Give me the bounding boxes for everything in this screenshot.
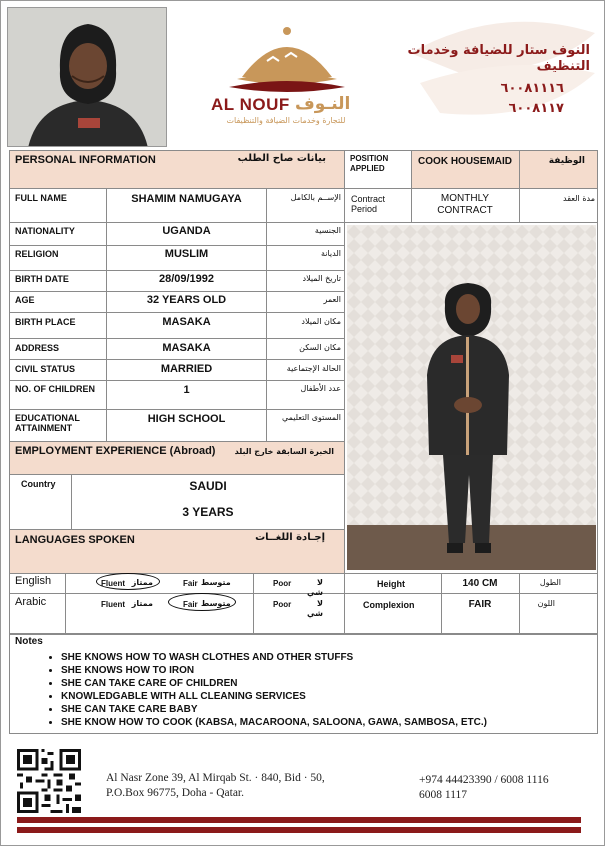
label-address: ADDRESS: [15, 343, 60, 353]
value-address: MASAKA: [162, 342, 211, 354]
label-birth-place-ar: مكان الميلاد: [301, 317, 341, 326]
complexion-label-ar: اللون: [537, 599, 555, 608]
footer-phone-line-2: 6008 1117: [419, 789, 468, 801]
height-value: 140 CM: [462, 578, 498, 589]
arabic-fluent: Fluent: [101, 600, 125, 609]
arabic-fair-ar: متوسط: [201, 599, 231, 608]
note-item: • SHE KNOW HOW TO COOK (KABSA, MACAROONA, SALOONA, GAWA, SAMBOSA, ETC.): [61, 716, 487, 729]
logo-text-ar: النـوف: [295, 94, 351, 114]
company-logo: [207, 17, 367, 132]
contract-value: MONTHLY CONTRACT: [437, 193, 493, 216]
label-civil-status: CIVIL STATUS: [15, 364, 76, 374]
languages-section-title-ar: إجـادة اللغــات: [255, 532, 325, 543]
value-full-name: SHAMIM NAMUGAYA: [131, 193, 242, 205]
note-item: • SHE KNOWS HOW TO WASH CLOTHES AND OTHER STUFFS: [61, 651, 487, 664]
arabic-poor-ar: لا شي: [307, 599, 323, 618]
english-poor-ar: لا شي: [307, 578, 323, 597]
full-body-figure: [347, 225, 596, 570]
phone-ar-2: ٦٠٠٨١١٧: [508, 101, 564, 116]
value-birth-place: MASAKA: [162, 316, 211, 328]
employment-section-title-ar: الخبرة السابقة خارج البلد: [234, 447, 334, 456]
complexion-value: FAIR: [468, 599, 492, 610]
height-label-ar: الطول: [539, 578, 561, 587]
english-fair: Fair: [183, 579, 198, 588]
value-birth-date: 28/09/1992: [158, 273, 215, 285]
footer-bar-top: [17, 817, 581, 823]
label-children-ar: عدد الأطفال: [300, 384, 341, 393]
value-religion: MUSLIM: [164, 248, 209, 260]
arabic-fair: Fair: [183, 600, 198, 609]
company-title-ar: النوف ستار للضيافة وخدمات التنظيف: [407, 43, 590, 74]
full-body-photo: [347, 225, 596, 570]
notes-list: [47, 651, 487, 729]
country-label: Country: [21, 479, 56, 489]
english-fluent: Fluent: [101, 579, 125, 588]
personal-section-title-ar: بيانات صاح الطلب: [237, 153, 326, 164]
footer-address: [106, 771, 325, 801]
contract-label: Contract Period: [351, 194, 386, 214]
note-item: • KNOWLEDGABLE WITH ALL CLEANING SERVICES: [61, 690, 487, 703]
notes-title: Notes: [15, 636, 43, 647]
label-address-ar: مكان السكن: [299, 343, 341, 352]
label-full-name: FULL NAME: [15, 193, 67, 203]
country-value: SAUDI: [189, 479, 227, 493]
value-age: 32 YEARS OLD: [146, 294, 227, 306]
complexion-label: Complexion: [363, 600, 415, 610]
note-item: • SHE CAN TAKE CARE OF CHILDREN: [61, 677, 487, 690]
height-label: Height: [377, 579, 405, 589]
footer-bar-bottom: [17, 827, 581, 833]
note-item: • SHE CAN TAKE CARE BABY: [61, 703, 487, 716]
position-label-ar: الوظيفة: [548, 156, 585, 166]
footer-address-line-2: P.O.Box 96775, Doha - Qatar.: [106, 787, 244, 799]
employment-section-title: EMPLOYMENT EXPERIENCE (Abroad): [15, 445, 216, 457]
label-nationality: NATIONALITY: [15, 226, 75, 236]
english-fair-ar: متوسط: [201, 578, 231, 587]
label-birth-date-ar: تاريخ الميلاد: [302, 274, 341, 283]
arabic-fair-selected-mark: [168, 593, 236, 611]
position-label: POSITION APPLIED: [350, 154, 389, 173]
lang-english: English: [15, 575, 52, 587]
label-age: AGE: [15, 295, 35, 305]
value-nationality: UGANDA: [162, 225, 211, 237]
position-value: COOK HOUSEMAID: [418, 156, 512, 167]
value-education: HIGH SCHOOL: [147, 413, 226, 425]
qr-code-graphic: [17, 749, 81, 813]
label-religion-ar: الديانة: [320, 249, 341, 258]
label-birth-place: BIRTH PLACE: [15, 317, 76, 327]
label-age-ar: العمر: [323, 295, 341, 304]
value-civil-status: MARRIED: [160, 363, 213, 375]
english-fluent-ar: ممتاز: [131, 578, 153, 587]
footer-phone-line-1: +974 44423390 / 6008 1116: [419, 774, 549, 786]
english-fluent-selected-mark: [96, 573, 160, 590]
personal-section-title: PERSONAL INFORMATION: [15, 154, 156, 166]
languages-section-title: LANGUAGES SPOKEN: [15, 534, 135, 546]
label-children: NO. OF CHILDREN: [15, 384, 95, 394]
footer-phones: [419, 773, 549, 803]
portrait-figure: [8, 8, 167, 147]
company-name-ar: [360, 43, 590, 117]
label-full-name-ar: الإســم بالكامل: [290, 193, 341, 202]
english-poor: Poor: [273, 579, 292, 588]
logo-text-en: AL NOUF: [211, 95, 290, 114]
label-birth-date: BIRTH DATE: [15, 274, 69, 284]
phone-ar-1: ٦٠٠٨١١١٦: [500, 81, 564, 96]
label-religion: RELIGION: [15, 249, 59, 259]
years-value: 3 YEARS: [182, 505, 234, 519]
label-education-ar: المستوى التعليمي: [281, 413, 341, 422]
contract-label-ar: مدة العقد: [563, 194, 595, 203]
logo-subtitle: للتجارة وخدمات الضيافة والتنظيفات: [226, 116, 346, 125]
label-education: EDUCATIONAL ATTAINMENT: [15, 413, 80, 433]
lang-arabic: Arabic: [15, 596, 47, 608]
value-children: 1: [183, 384, 190, 396]
qr-code: [17, 749, 81, 813]
label-nationality-ar: الجنسية: [314, 226, 341, 235]
label-civil-status-ar: الحالة الإجتماعية: [286, 364, 341, 373]
note-item: • SHE KNOWS HOW TO IRON: [61, 664, 487, 677]
arabic-poor: Poor: [273, 600, 292, 609]
portrait-photo: [7, 7, 167, 147]
footer-address-line-1: Al Nasr Zone 39, Al Mirqab St. · 840, Bid · 50,: [106, 772, 325, 784]
arabic-fluent-ar: ممتاز: [131, 599, 153, 608]
